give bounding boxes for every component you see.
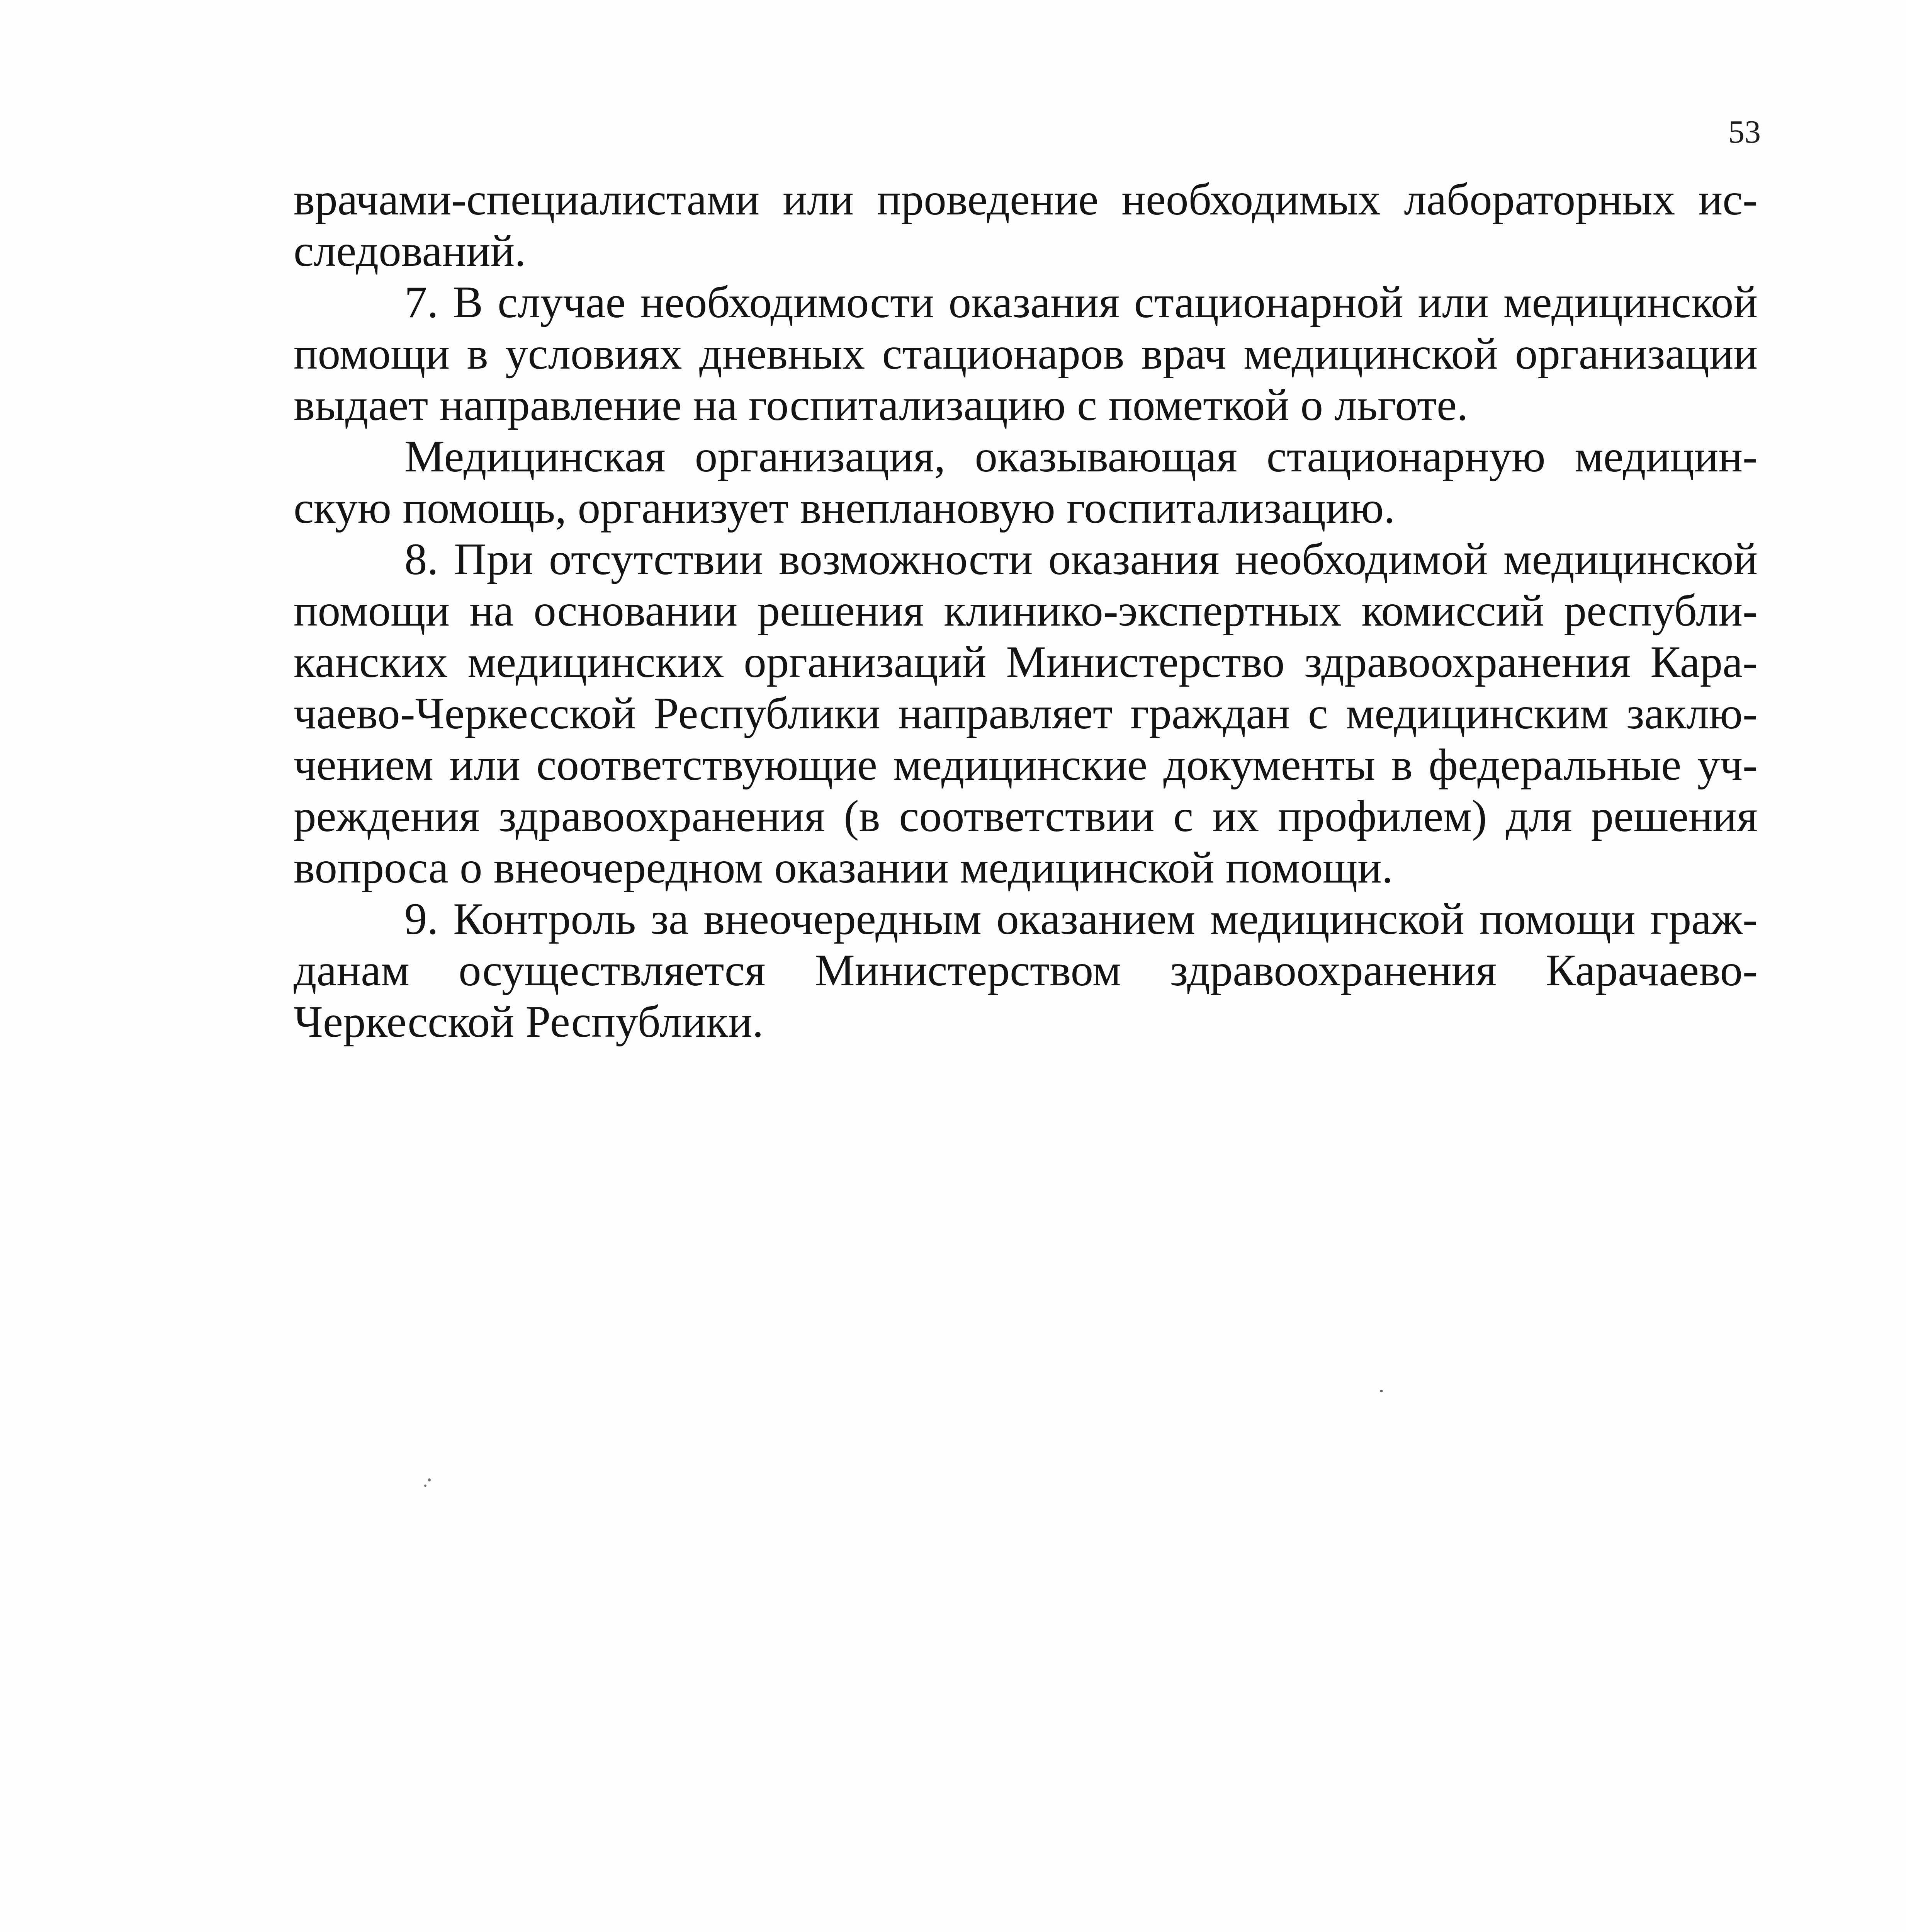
scan-speck (428, 1478, 431, 1481)
paragraph-item-8: 8. При отсутствии возможности оказания необходимой медицинской помощи на основании решения клинико-экспертных комиссий республиканских медицинских организаций Министерство здравоохранения Карачаево-Черкесской Республики направляет граждан с медицинским заключением или соответствующие медицинские документы в федеральные учреждения здравоохранения (в соответствии с их профилем) для решения вопроса о внеочередном оказании медицинской помощи. (294, 534, 1758, 893)
scan-speck (1380, 1390, 1383, 1392)
scan-speck (424, 1485, 426, 1487)
document-body (294, 174, 1758, 1048)
paragraph-item-9: 9. Контроль за внеочередным оказанием медицинской помощи гражданам осуществляется Министерством здравоохранения Карачаево-Черкесской Республики. (294, 894, 1758, 1047)
paragraph-continuation: врачами-специалистами или проведение необходимых лабораторных исследований. (294, 175, 1758, 276)
paragraph-hospital-organization: Медицинская организация, оказывающая стационарную медицинскую помощь, организует внеплановую госпитализацию. (294, 432, 1758, 533)
page-number: 53 (1728, 114, 1761, 150)
paragraph-item-7: 7. В случае необходимости оказания стационарной или медицинской помощи в условиях дневных стационаров врач медицинской организации выдает направление на госпитализацию с пометкой о льготе. (294, 277, 1758, 430)
